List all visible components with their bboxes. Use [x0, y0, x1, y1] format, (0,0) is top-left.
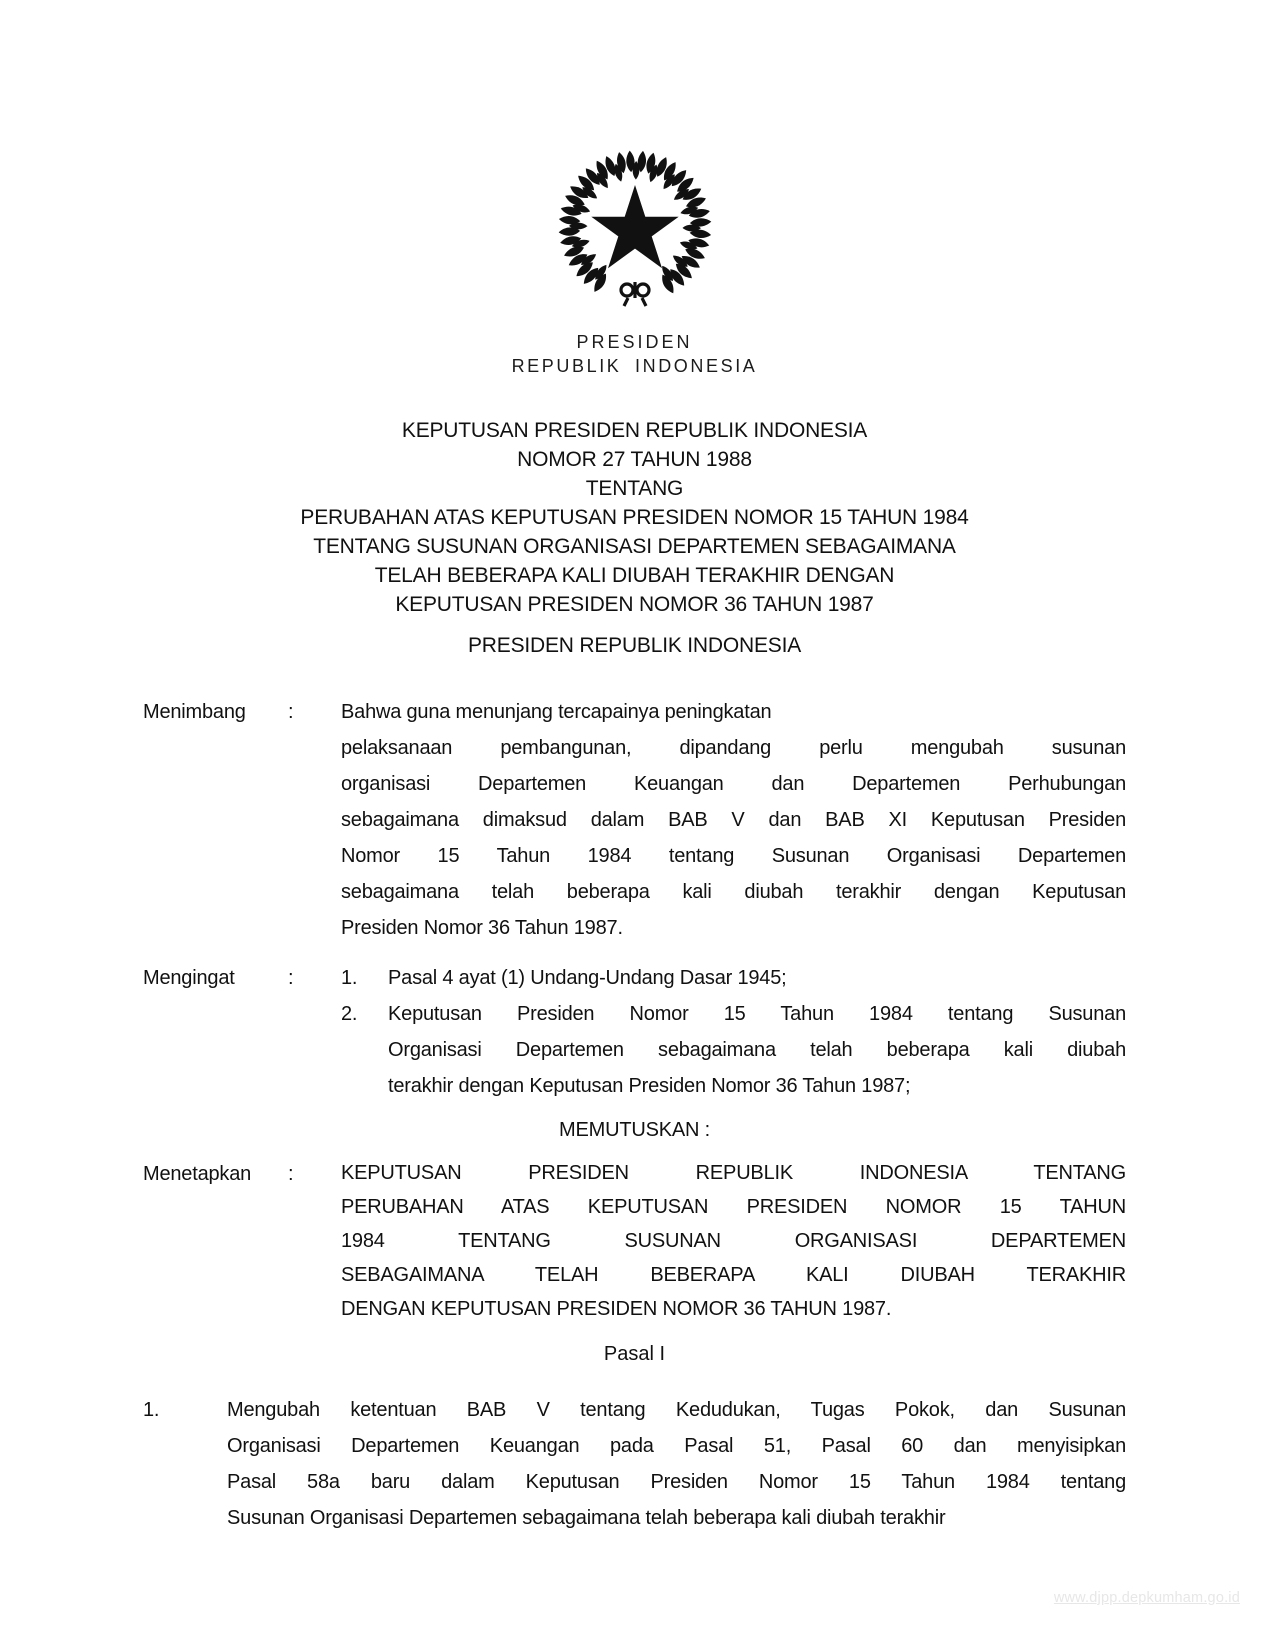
ribbon-knot-icon	[621, 282, 649, 306]
text-line: KEPUTUSAN PRESIDEN REPUBLIK INDONESIA TENTANG	[341, 1162, 1126, 1184]
text-line: terakhir dengan Keputusan Presiden Nomor 36 Tahun 1987;	[388, 1075, 911, 1097]
article-item	[143, 1392, 1126, 1536]
text-line: TELAH BEBERAPA KALI DIUBAH TERAKHIR DENGAN	[374, 564, 895, 587]
menimbang-colon: :	[288, 701, 294, 723]
mengingat-item	[341, 960, 1126, 996]
menimbang-label: Menimbang	[143, 701, 246, 723]
text-line: SEBAGAIMANA TELAH BEBERAPA KALI DIUBAH TERAKHIR	[341, 1264, 1126, 1286]
decree-title	[143, 416, 1126, 619]
mengingat-item-number: 2.	[341, 1003, 358, 1025]
text-line: NOMOR 27 TAHUN 1988	[517, 448, 752, 471]
clause-menimbang	[143, 694, 1126, 946]
text-line: Bahwa guna menunjang tercapainya peningkatan	[341, 701, 772, 723]
letterhead	[143, 148, 1126, 378]
mengingat-list	[341, 960, 1126, 1104]
mengingat-item	[341, 996, 1126, 1104]
letterhead-republik-indonesia: REPUBLIK INDONESIA	[511, 356, 758, 376]
text-line: Susunan Organisasi Departemen sebagaimana telah beberapa kali diubah terakhir	[227, 1507, 946, 1529]
mengingat-label: Mengingat	[143, 967, 235, 989]
document-content	[0, 148, 1275, 1536]
letterhead-label	[143, 330, 1126, 378]
text-line: 1984 TENTANG SUSUNAN ORGANISASI DEPARTEMEN	[341, 1230, 1126, 1252]
text-line: TENTANG	[585, 477, 684, 500]
clause-mengingat	[143, 960, 1126, 1104]
text-line: sebagaimana telah beberapa kali diubah terakhir dengan Keputusan	[341, 881, 1126, 903]
article-list	[143, 1392, 1126, 1536]
menimbang-first-line	[341, 694, 1126, 730]
text-line: Pasal 4 ayat (1) Undang-Undang Dasar 1945;	[388, 967, 787, 989]
mengingat-item-number: 1.	[341, 967, 358, 989]
menetapkan-paragraph	[341, 1156, 1126, 1326]
text-line: Presiden Nomor 36 Tahun 1987.	[341, 917, 623, 939]
article-item-text	[227, 1392, 1126, 1536]
menimbang-paragraph	[341, 730, 1126, 946]
menetapkan-colon: :	[288, 1163, 294, 1185]
text-line: Nomor 15 Tahun 1984 tentang Susunan Organisasi Departemen	[341, 845, 1126, 867]
text-line: Organisasi Departemen sebagaimana telah beberapa kali diubah	[388, 1039, 1126, 1061]
watermark-url: www.djpp.depkumham.go.id	[1053, 1590, 1240, 1606]
presidential-seal-icon	[550, 148, 720, 313]
mengingat-item-text	[388, 960, 1126, 996]
subject-heading: PRESIDEN REPUBLIK INDONESIA	[467, 634, 802, 657]
article-item-number: 1.	[143, 1399, 160, 1421]
memutuskan-heading: MEMUTUSKAN :	[559, 1119, 710, 1141]
text-line: organisasi Departemen Keuangan dan Departemen Perhubungan	[341, 773, 1126, 795]
pasal-heading: Pasal I	[603, 1343, 666, 1365]
text-line: PERUBAHAN ATAS KEPUTUSAN PRESIDEN NOMOR 15 TAHUN	[341, 1196, 1126, 1218]
text-line: KEPUTUSAN PRESIDEN NOMOR 36 TAHUN 1987	[395, 593, 874, 616]
text-line: PERUBAHAN ATAS KEPUTUSAN PRESIDEN NOMOR 15 TAHUN 1984	[300, 506, 969, 529]
text-line: Pasal 58a baru dalam Keputusan Presiden Nomor 15 Tahun 1984 tentang	[227, 1471, 1126, 1493]
text-line: Mengubah ketentuan BAB V tentang Kedudukan, Tugas Pokok, dan Susunan	[227, 1399, 1126, 1421]
text-line: Organisasi Departemen Keuangan pada Pasal 51, Pasal 60 dan menyisipkan	[227, 1435, 1126, 1457]
clause-menetapkan	[143, 1156, 1126, 1326]
star-icon	[591, 185, 678, 268]
text-line: TENTANG SUSUNAN ORGANISASI DEPARTEMEN SEBAGAIMANA	[313, 535, 956, 558]
text-line: sebagaimana dimaksud dalam BAB V dan BAB XI Keputusan Presiden	[341, 809, 1126, 831]
mengingat-colon: :	[288, 967, 294, 989]
text-line: pelaksanaan pembangunan, dipandang perlu mengubah susunan	[341, 737, 1126, 759]
menimbang-text	[341, 694, 1126, 946]
menetapkan-label: Menetapkan	[143, 1163, 252, 1185]
text-line: KEPUTUSAN PRESIDEN REPUBLIK INDONESIA	[401, 419, 868, 442]
letterhead-presiden: PRESIDEN	[576, 332, 693, 352]
text-line: Keputusan Presiden Nomor 15 Tahun 1984 tentang Susunan	[388, 1003, 1126, 1025]
text-line: DENGAN KEPUTUSAN PRESIDEN NOMOR 36 TAHUN 1987.	[341, 1298, 892, 1320]
mengingat-item-text	[388, 996, 1126, 1104]
